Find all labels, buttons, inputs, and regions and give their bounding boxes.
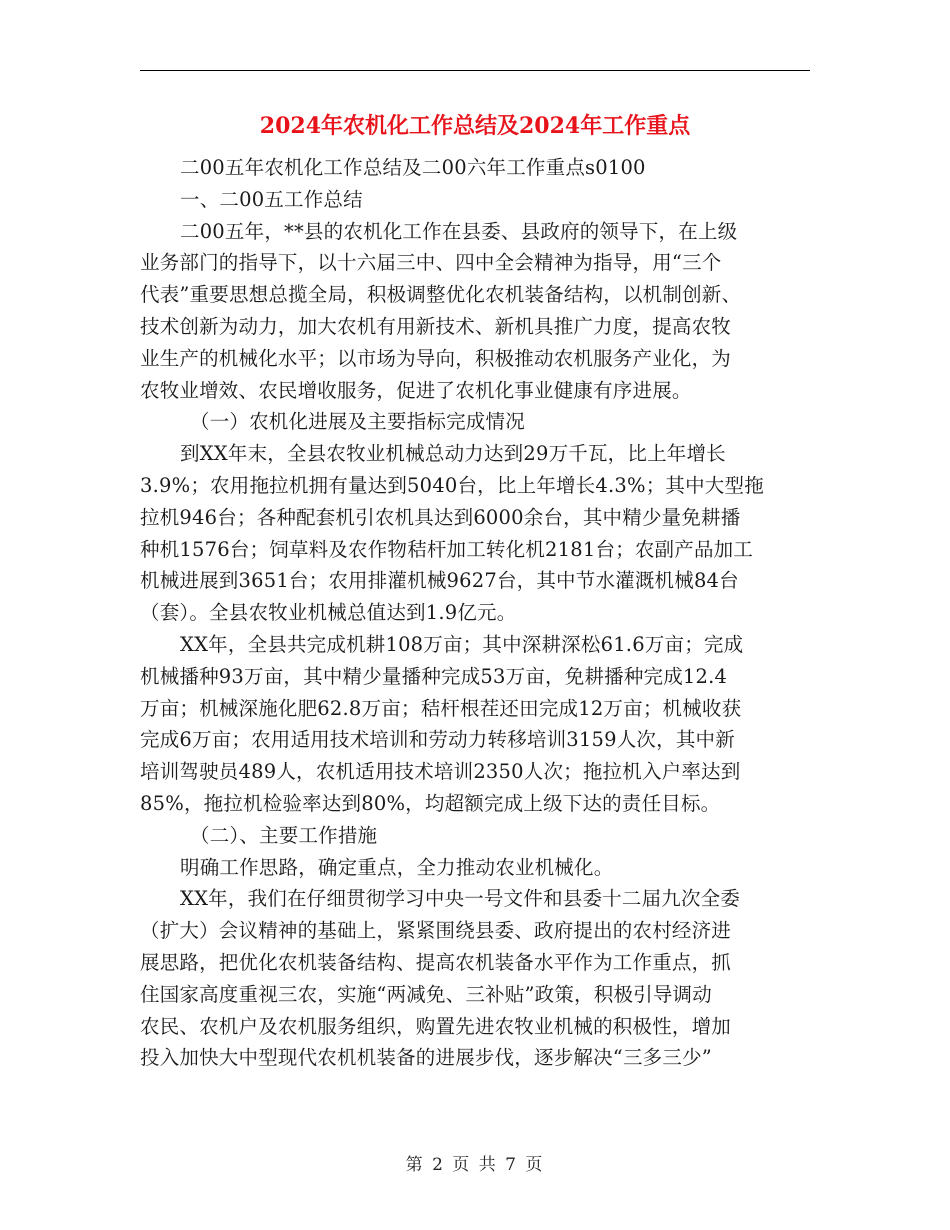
document-body [140,152,810,1074]
body-line: 种机1576台；饲草料及农作物秸杆加工转化机2181台；农副产品加工 [140,537,754,561]
header-rule [140,70,810,71]
body-line: XX年，全县共完成机耕108万亩；其中深耕深松61.6万亩；完成 [180,632,744,656]
body-line: 二00五年，**县的农机化工作在县委、县政府的领导下，在上级 [180,219,738,243]
page-footer: 第 2 页 共 7 页 [405,1155,545,1175]
body-line: 农民、农机户及农机服务组织，购置先进农牧业机械的积极性，增加 [140,1014,732,1038]
body-line: 机械进展到3651台；农用排灌机械9627台，其中节水灌溉机械84台 [140,569,739,593]
body-line: 拉机946台；各种配套机引农机具达到6000余台，其中精少量免耕播 [140,505,741,529]
body-line: 到XX年末，全县农牧业机械总动力达到29万千瓦，比上年增长 [180,442,726,466]
body-line: 技术创新为动力，加大农机有用新技术、新机具推广力度，提高农牧 [140,314,732,338]
body-line: 投入加快大中型现代农机机装备的进展步伐，逐步解决“三多三少” [140,1046,712,1070]
body-line: 明确工作思路，确定重点，全力推动农业机械化。 [180,855,614,879]
body-line: 代表”重要思想总揽全局，积极调整优化农机装备结构，以机制创新、 [140,283,742,307]
body-line: 业务部门的指导下，以十六届三中、四中全会精神为指导，用“三个 [140,251,722,275]
body-line: （扩大）会议精神的基础上，紧紧围绕县委、政府提出的农村经济进 [140,919,732,943]
body-line: 3.9%；农用拖拉机拥有量达到5040台，比上年增长4.3%；其中大型拖 [140,473,764,497]
body-line: 二00五年农机化工作总结及二00六年工作重点s0100 [180,156,646,179]
body-line: 一、二00五工作总结 [180,187,363,211]
body-line: 完成6万亩；农用适用技术培训和劳动力转移培训3159人次，其中新 [140,728,735,752]
body-line: （一）农机化进展及主要指标完成情况 [190,410,525,434]
body-line: （二）、主要工作措施 [190,823,378,847]
body-line: 85%，拖拉机检验率达到80%，均超额完成上级下达的责任目标。 [140,791,721,815]
body-line: 农牧业增效、农民增收服务，促进了农机化事业健康有序进展。 [140,378,692,402]
body-line: 业生产的机械化水平；以市场为导向，积极推动农机服务产业化，为 [140,346,732,370]
body-line: 培训驾驶员489人，农机适用技术培训2350人次；拖拉机入户率达到 [140,760,741,784]
body-line: 机械播种93万亩，其中精少量播种完成53万亩，免耕播种完成12.4 [140,664,728,688]
body-line: 万亩；机械深施化肥62.8万亩；秸杆根茬还田完成12万亩；机械收获 [140,696,742,720]
body-line: XX年，我们在仔细贯彻学习中央一号文件和县委十二届九次全委 [180,887,741,911]
body-line: 展思路，把优化农机装备结构、提高农机装备水平作为工作重点，抓 [140,950,732,974]
body-line: 住国家高度重视三农，实施“两减免、三补贴”政策，积极引导调动 [140,982,712,1006]
document-title: 2024年农机化工作总结及2024年工作重点 [259,113,691,139]
body-line: （套）。全县农牧业机械总值达到1.9亿元。 [140,601,517,625]
